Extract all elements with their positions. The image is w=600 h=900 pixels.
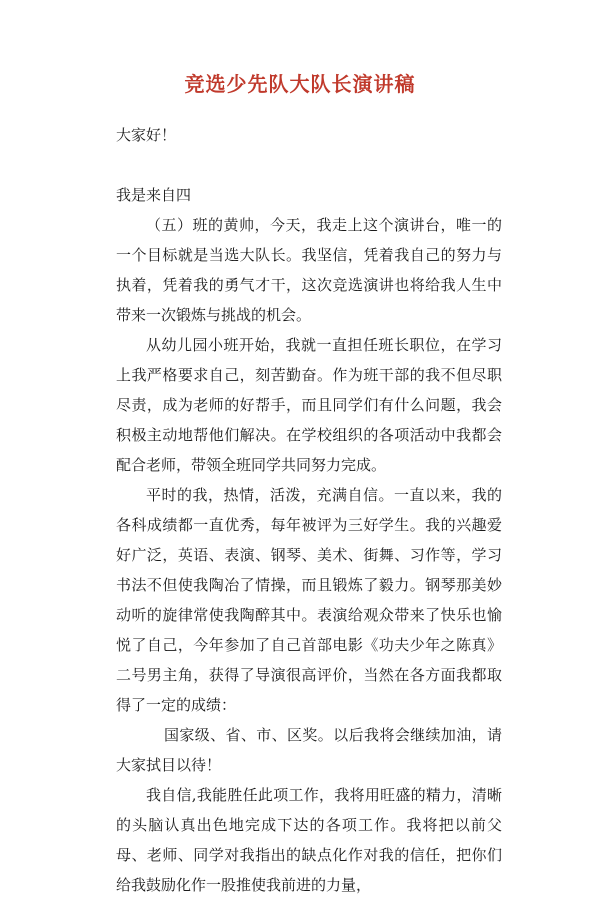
paragraph-intro: （五）班的黄帅，今天，我走上这个演讲台，唯一的一个目标就是当选大队长。我坚信，凭着我自己的努力与执着，凭着我的勇气才干，这次竞选演讲也将给我人生中带来一次锻炼与挑战的机会。 bbox=[116, 216, 502, 324]
spacer bbox=[116, 150, 502, 180]
paragraph-confidence: 我自信,我能胜任此项工作，我将用旺盛的精力，清晰的头脑认真出色地完成下达的各项工作。我将把以前父母、老师、同学对我指出的缺点化作对我的信任，把你们给我鼓励化作一股推使我前进的力量， bbox=[116, 786, 502, 894]
paragraph-hobbies: 平时的我，热情，活泼，充满自信。一直以来，我的各科成绩都一直优秀，每年被评为三好学生。我的兴趣爱好广泛，英语、表演、钢琴、美术、街舞、习作等，学习书法不但使我陶冶了情操，而且锻炼了毅力。钢琴那美妙动听的旋律常使我陶醉其中。表演给观众带来了快乐也愉悦了自己，今年参加了自己首部电影《功夫少年之陈真》二号男主角，获得了导演很高评价，当然在各方面我都取得了一定的成绩： bbox=[116, 486, 502, 714]
paragraph-awards: 国家级、省、市、区奖。以后我将会继续加油，请大家拭目以待！ bbox=[116, 726, 502, 774]
document-title: 竞选少先队大队长演讲稿 bbox=[184, 72, 416, 96]
paragraph-intro-start: 我是来自四 bbox=[116, 186, 192, 204]
document-body bbox=[116, 120, 502, 900]
greeting: 大家好！ bbox=[116, 126, 177, 144]
paragraph-class-leader: 从幼儿园小班开始，我就一直担任班长职位，在学习上我严格要求自己，刻苦勤奋。作为班干部的我不但尽职尽责，成为老师的好帮手，而且同学们有什么问题，我会积极主动地帮他们解决。在学校组织的各项活动中我都会配合老师，带领全班同学共同努力完成。 bbox=[116, 336, 502, 474]
